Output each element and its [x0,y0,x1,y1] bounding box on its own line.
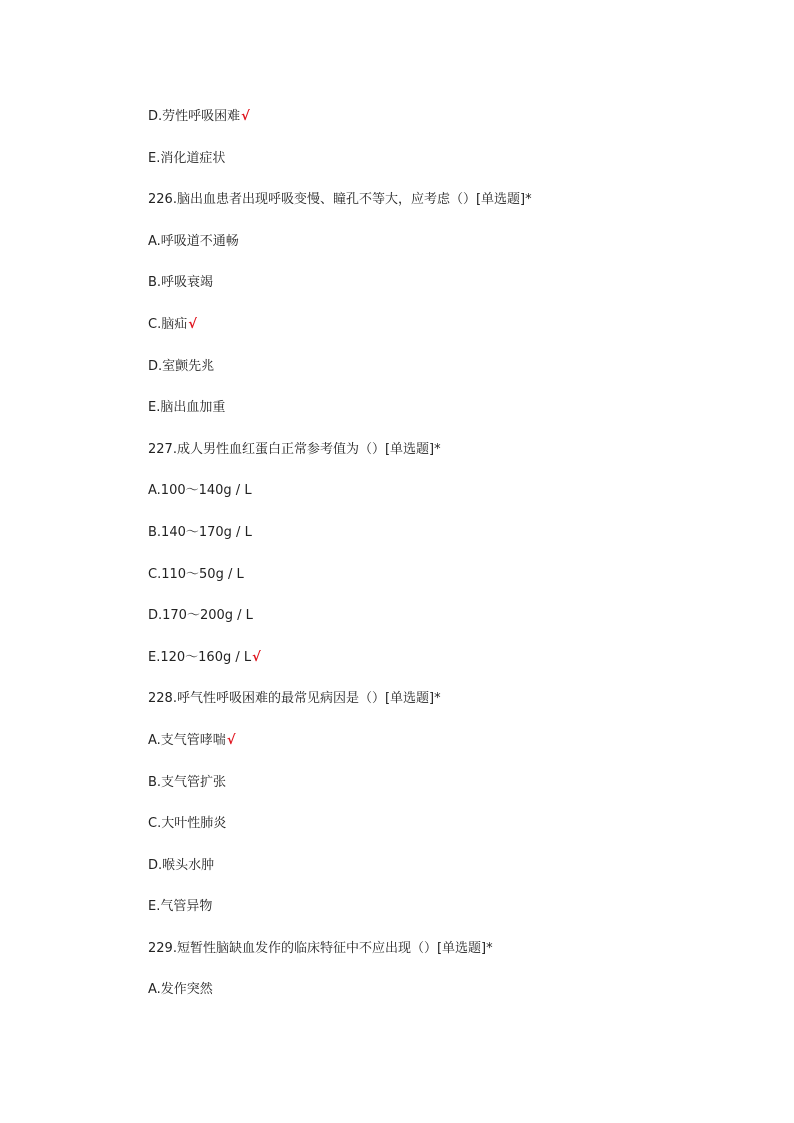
option-text: C.大叶性肺炎 [148,816,227,832]
option-text: E.120～160g / L [148,649,252,665]
option-text: E.脑出血加重 [148,400,226,416]
question-text: 227.成人男性血红蛋白正常参考值为（）[单选题]* [148,441,441,457]
answer-option [148,897,748,939]
answer-option [148,315,748,357]
question-text: 229.短暂性脑缺血发作的临床特征中不应出现（）[单选题]* [148,940,493,956]
answer-option [148,523,748,565]
answer-option [148,357,748,399]
answer-option [148,565,748,607]
question-stem [148,939,748,981]
question-stem [148,689,748,731]
option-text: A.发作突然 [148,982,213,998]
correct-check-icon: √ [252,649,261,665]
answer-option [148,648,748,690]
option-text: A.100～140g / L [148,483,252,499]
answer-option [148,814,748,856]
option-text: D.劳性呼吸困难 [148,109,241,124]
correct-check-icon: √ [226,732,236,748]
answer-option [148,273,748,315]
answer-option [148,232,748,274]
question-stem [148,190,748,232]
answer-option [148,398,748,440]
answer-option [148,606,748,648]
answer-option [148,731,748,773]
option-text: D.喉头水肿 [148,857,215,873]
correct-check-icon: √ [241,109,250,124]
answer-option [148,149,748,191]
option-text: D.室颤先兆 [148,358,215,374]
document-body [148,107,748,1022]
answer-option [148,481,748,523]
option-text: C.110～50g / L [148,566,244,582]
answer-option [148,773,748,815]
option-text: C.脑疝 [148,316,188,332]
option-text: E.气管异物 [148,899,213,915]
answer-option [148,107,748,149]
option-text: B.呼吸衰竭 [148,275,214,291]
option-text: A.支气管哮喘 [148,732,226,748]
option-text: B.140～170g / L [148,524,252,540]
question-text: 228.呼气性呼吸困难的最常见病因是（）[单选题]* [148,691,441,707]
answer-option [148,856,748,898]
option-text: E.消化道症状 [148,150,226,166]
question-text: 226.脑出血患者出现呼吸变慢、瞳孔不等大，应考虑（）[单选题]* [148,192,532,208]
question-stem [148,440,748,482]
option-text: D.170～200g / L [148,608,253,624]
answer-option [148,980,748,1022]
correct-check-icon: √ [188,316,197,332]
option-text: A.呼吸道不通畅 [148,233,239,249]
option-text: B.支气管扩张 [148,774,227,790]
